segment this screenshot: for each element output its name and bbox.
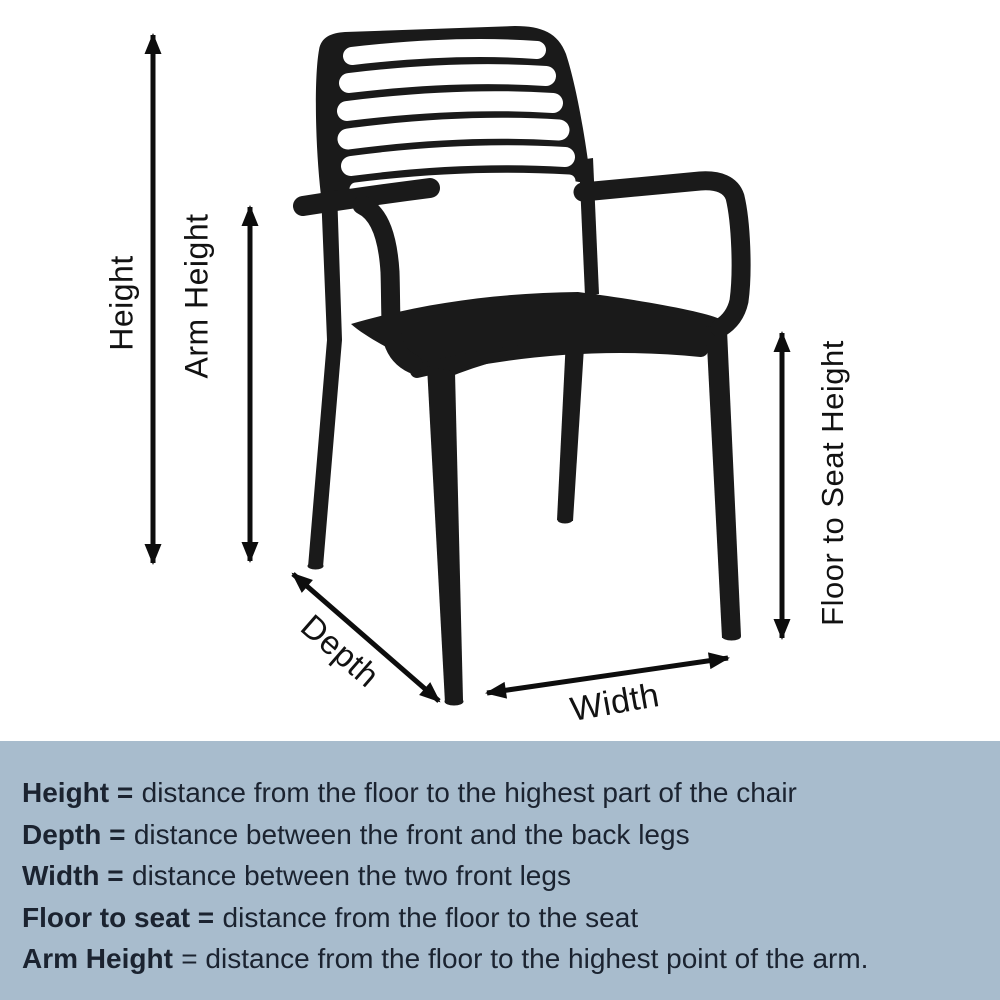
definition-depth-text: distance between the front and the back legs [133, 818, 690, 850]
definition-depth [22, 814, 982, 856]
definition-arm-height [22, 938, 982, 980]
floor-to-seat-height-label: Floor to Seat Height [815, 340, 850, 626]
definition-arm-height-text: = distance from the floor to the highest point of the arm. [181, 943, 869, 974]
arm-height-label: Arm Height [178, 213, 215, 379]
definition-height-text: distance from the floor to the highest part of the chair [141, 777, 797, 808]
definition-floor-to-seat-text: distance from the floor to the seat [222, 901, 639, 933]
definition-floor-to-seat [22, 897, 982, 939]
chair-rear-left-leg [308, 190, 342, 567]
chair-front-left-leg [427, 366, 463, 703]
definition-height [22, 772, 982, 814]
height-label: Height [103, 255, 140, 351]
chair-illustration [303, 26, 741, 706]
definition-floor-to-seat-term: Floor to seat = [22, 901, 215, 933]
definition-width-text: distance between the two front legs [132, 860, 571, 891]
chair-back-right-post [579, 158, 599, 296]
definition-arm-height-term: Arm Height [22, 943, 173, 974]
definition-width-term: Width = [22, 860, 124, 891]
definition-height-term: Height = [22, 777, 134, 808]
definition-depth-term: Depth = [22, 818, 126, 850]
chair-front-right-leg [706, 326, 741, 638]
depth-label: Depth [294, 606, 387, 695]
definitions-panel [0, 741, 1000, 1000]
definition-width [22, 855, 982, 897]
width-label: Width [567, 676, 663, 729]
